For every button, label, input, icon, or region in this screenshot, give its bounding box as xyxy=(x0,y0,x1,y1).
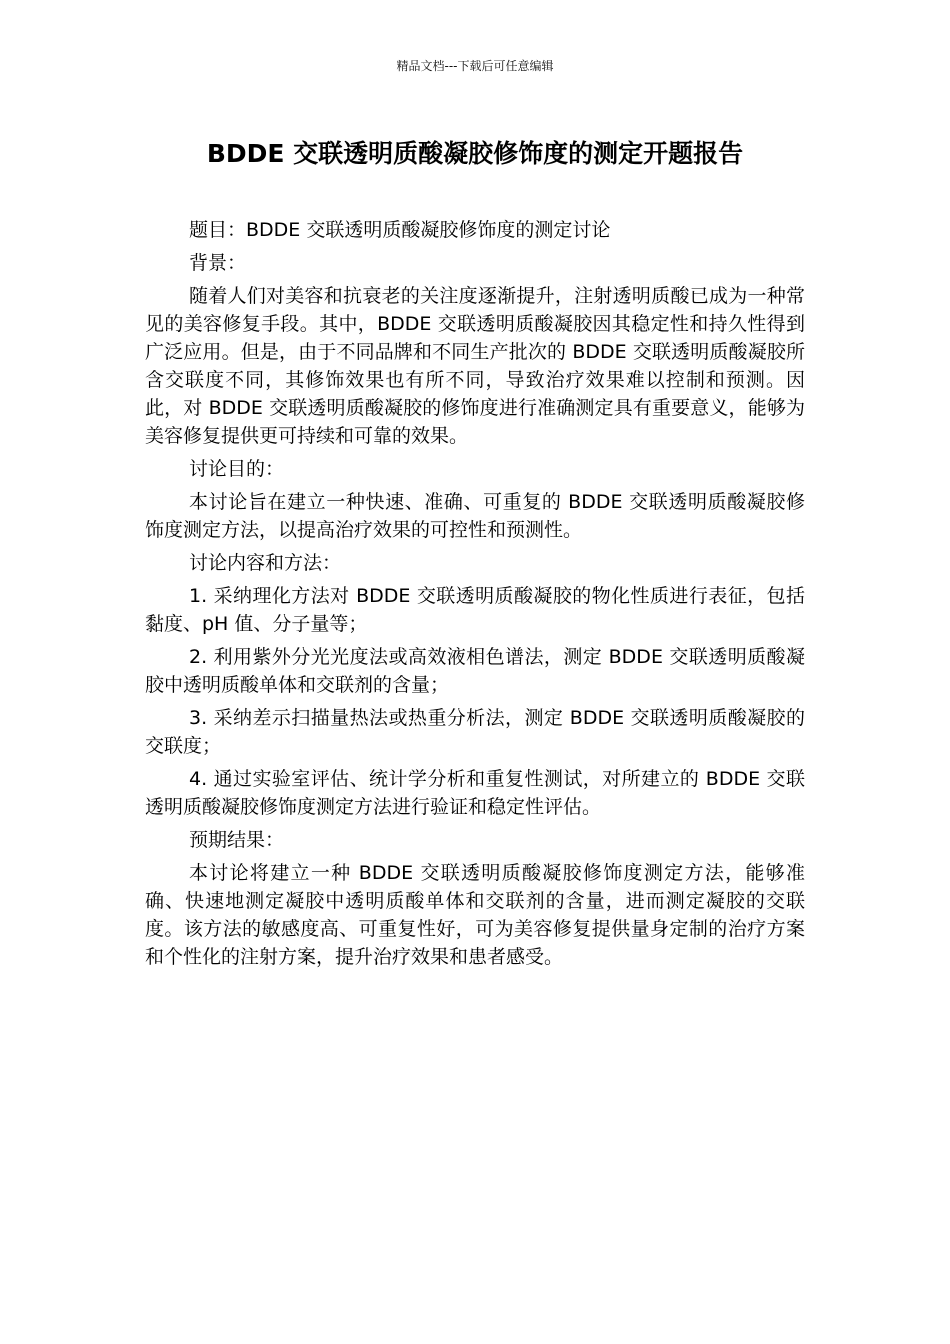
results-heading: 预期结果： xyxy=(189,829,285,851)
header-note: 精品文档---下载后可任意编辑 xyxy=(396,59,554,73)
purpose-heading: 讨论目的： xyxy=(189,458,285,480)
results-paragraph: 本讨论将建立一种 BDDE 交联透明质酸凝胶修饰度测定方法，能够准确、快速地测定凝胶中透明质酸单体和交联剂的含量，进而测定凝胶的交联度。该方法的敏感度高、可重复性好，可为美容修复提供量身定制的治疗方案和个性化的注射方案，提升治疗效果和患者感受。 xyxy=(145,862,805,968)
method-item-2: 2. 利用紫外分光光度法或高效液相色谱法，测定 BDDE 交联透明质酸凝胶中透明质酸单体和交联剂的含量； xyxy=(145,646,805,696)
method-item-4: 4. 通过实验室评估、统计学分析和重复性测试，对所建立的 BDDE 交联透明质酸凝胶修饰度测定方法进行验证和稳定性评估。 xyxy=(145,768,805,818)
background-paragraph: 随着人们对美容和抗衰老的关注度逐渐提升，注射透明质酸已成为一种常见的美容修复手段。其中，BDDE 交联透明质酸凝胶因其稳定性和持久性得到广泛应用。但是，由于不同品牌和不同生产批次的 BDDE 交联透明质酸凝胶所含交联度不同，其修饰效果也有所不同，导致治疗效果难以控制和预测。因此，对 BDDE 交联透明质酸凝胶的修饰度进行准确测定具有重要意义，能够为美容修复提供更可持续和可靠的效果。 xyxy=(145,285,805,447)
topic-line: 题目：BDDE 交联透明质酸凝胶修饰度的测定讨论 xyxy=(189,219,611,241)
background-heading: 背景： xyxy=(189,252,247,274)
method-item-3: 3. 采纳差示扫描量热法或热重分析法，测定 BDDE 交联透明质酸凝胶的交联度； xyxy=(145,707,805,757)
methods-heading: 讨论内容和方法： xyxy=(189,552,342,574)
document-body xyxy=(145,216,805,976)
document-title: BDDE 交联透明质酸凝胶修饰度的测定开题报告 xyxy=(206,139,744,168)
purpose-paragraph: 本讨论旨在建立一种快速、准确、可重复的 BDDE 交联透明质酸凝胶修饰度测定方法，以提高治疗效果的可控性和预测性。 xyxy=(145,491,805,541)
method-item-1: 1. 采纳理化方法对 BDDE 交联透明质酸凝胶的物化性质进行表征，包括黏度、pH 值、分子量等； xyxy=(145,585,805,635)
